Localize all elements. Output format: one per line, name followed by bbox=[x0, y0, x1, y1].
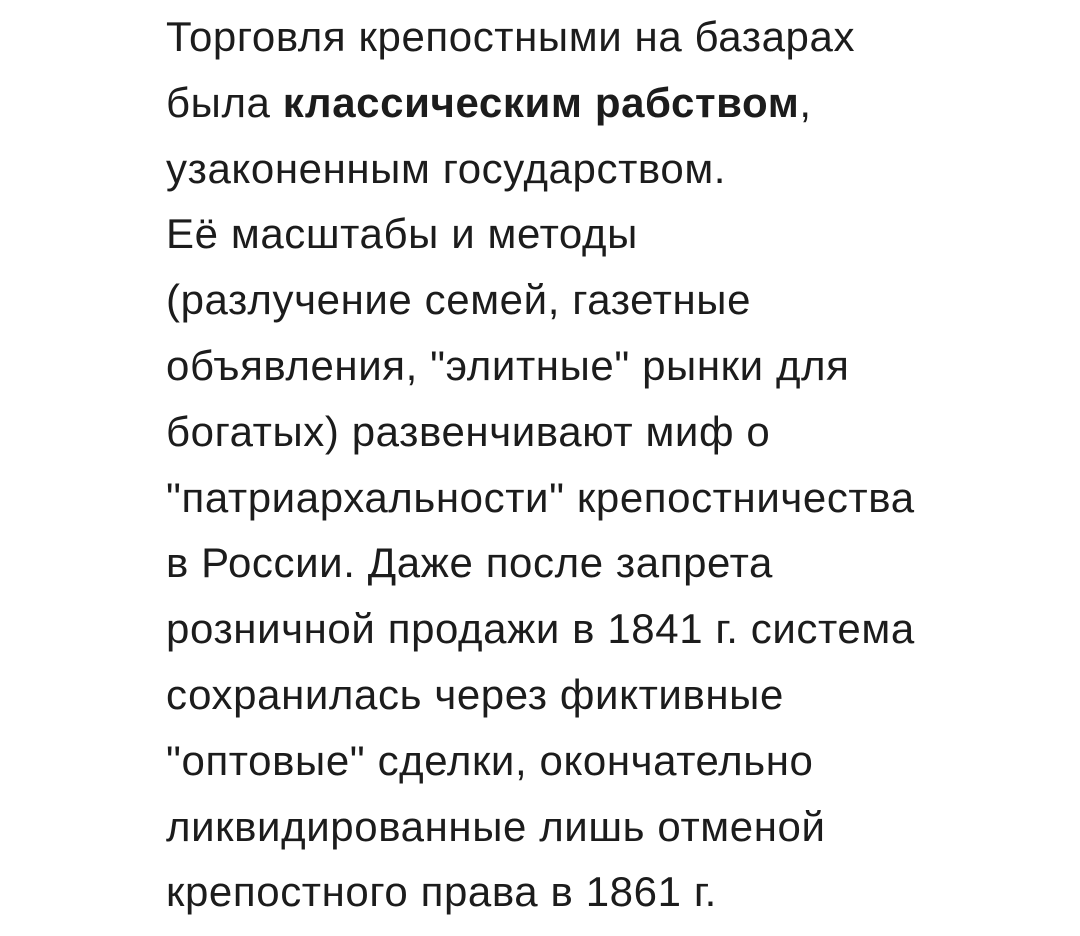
message-text bbox=[166, 4, 1046, 925]
text-fragment: , bbox=[799, 78, 812, 126]
text-line: "оптовые" сделки, окончательно bbox=[166, 736, 814, 784]
text-line bbox=[166, 70, 1046, 136]
text-line: "патриархальности" крепостничества bbox=[166, 473, 915, 521]
bold-emphasis: классическим рабством bbox=[282, 78, 800, 126]
text-line: богатых) развенчивают миф о bbox=[166, 407, 771, 455]
text-line: Её масштабы и методы bbox=[166, 210, 638, 258]
text-line: ликвидированные лишь отменой bbox=[166, 802, 826, 850]
text-line: Торговля крепостными на базарах bbox=[166, 13, 856, 60]
text-line: в России. Даже после запрета bbox=[166, 539, 773, 587]
text-line: крепостного права в 1861 г. bbox=[166, 868, 717, 916]
text-line: объявления, "элитные" рынки для bbox=[166, 341, 850, 389]
text-line: розничной продажи в 1841 г. система bbox=[166, 605, 915, 653]
text-line: (разлучение семей, газетные bbox=[166, 276, 752, 324]
text-line: узаконенным государством. bbox=[166, 144, 727, 192]
text-line: сохранилась через фиктивные bbox=[166, 670, 784, 718]
text-fragment: была bbox=[166, 78, 283, 126]
